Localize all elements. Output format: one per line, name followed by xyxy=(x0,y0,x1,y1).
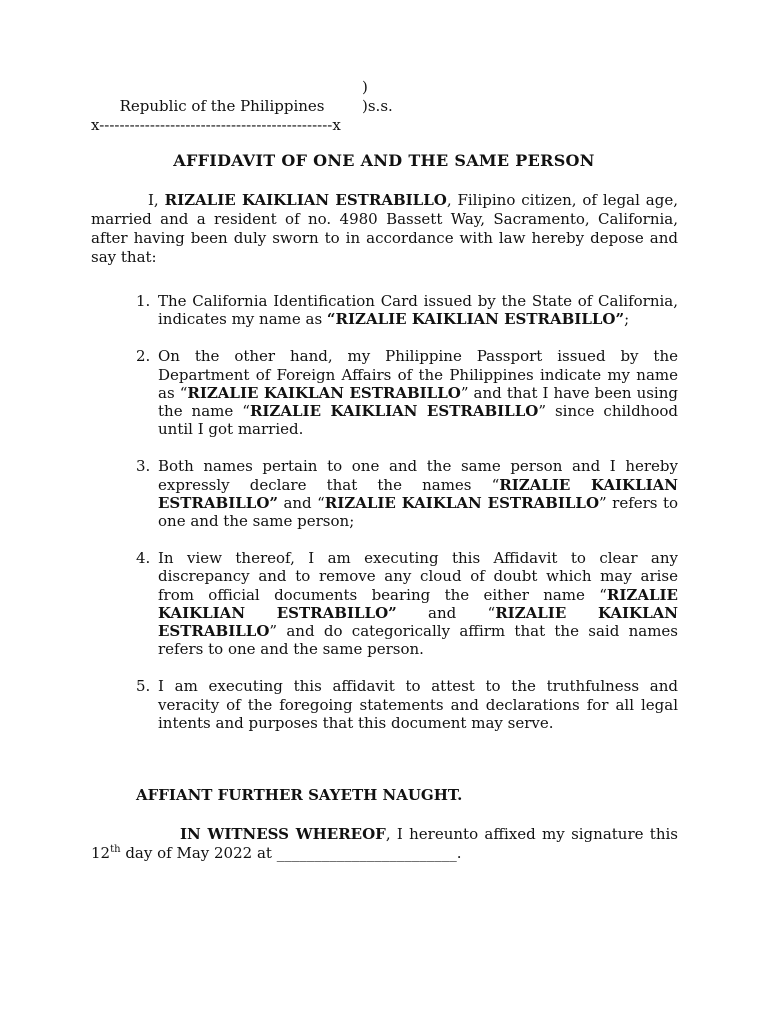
intro-paragraph: I, RIZALIE KAIKLIAN ESTRABILLO, Filipino citizen, of legal age, married and a resident of no. 4980 Bassett Way, Sacramento, California, after having been duly sworn to in accordance with law hereby depose and say that: xyxy=(91,191,678,266)
venue-country: Republic of the Philippines xyxy=(119,97,325,115)
witness-paragraph: IN WITNESS WHEREOF, I hereunto affixed my signature this 12th day of May 2022 at ________________________. xyxy=(91,825,678,862)
affiant-name: RIZALIE KAIKLIAN ESTRABILLO xyxy=(164,191,447,209)
statement-item-4: 4. In view thereof, I am executing this Affidavit to clear any discrepancy and to remove any cloud of doubt which may arise from official documents bearing the either name “RIZALIE KAIKLIAN ESTRABILLO” and “RIZALIE KAIKLAN ESTRABILLO” and do categorically affirm that the said names refers to one and the same person. xyxy=(136,549,678,659)
statement-item-1: 1. The California Identification Card issued by the State of California, indicates my name as “RIZALIE KAIKLIAN ESTRABILLO”; xyxy=(136,292,678,329)
venue-line-1 xyxy=(91,78,368,115)
venue-ss: )s.s. xyxy=(362,97,393,115)
venue-line-2 xyxy=(91,97,393,116)
statement-list xyxy=(136,292,678,751)
closing-statement: AFFIANT FURTHER SAYETH NAUGHT. xyxy=(136,786,463,804)
venue-block xyxy=(91,78,393,135)
statement-item-2: 2. On the other hand, my Philippine Passport issued by the Department of Foreign Affairs of the Philippines indicate my name as “RIZALIE KAIKLAN ESTRABILLO” and that I have been using the name “RIZALIE KAIKLIAN ESTRABILLO” since childhood until I got married. xyxy=(136,347,678,439)
venue-paren: ) xyxy=(362,78,368,96)
statement-item-5: 5. I am executing this affidavit to attest to the truthfulness and veracity of the foregoing statements and declarations for all legal intents and purposes that this document may serve. xyxy=(136,677,678,732)
venue-rule: x----------------------------------------------x xyxy=(91,116,341,134)
statement-item-3: 3. Both names pertain to one and the same person and I hereby expressly declare that the names “RIZALIE KAIKLIAN ESTRABILLO” and “RIZALIE KAIKLAN ESTRABILLO” refers to one and the same person; xyxy=(136,457,678,531)
document-title: AFFIDAVIT OF ONE AND THE SAME PERSON xyxy=(173,151,595,170)
